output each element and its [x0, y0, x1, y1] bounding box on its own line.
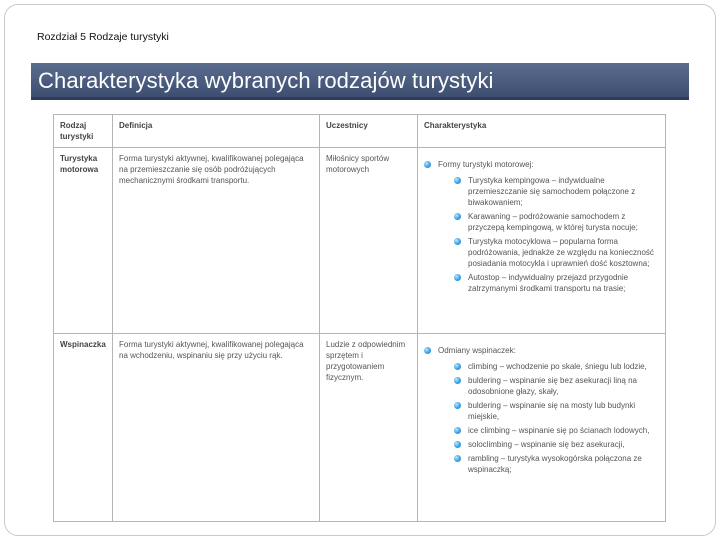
title-bar	[31, 63, 689, 100]
list-item-text: ice climbing – wspinanie się po ścianach lodowych,	[468, 426, 650, 436]
cell-participants: Miłośnicy sportów motorowych	[320, 148, 418, 334]
characteristic-list	[424, 159, 659, 294]
table-row	[54, 334, 666, 522]
bullet-icon	[454, 213, 461, 220]
cell-type: Turystyka motorowa	[54, 148, 113, 334]
list-item	[454, 375, 659, 397]
bullet-icon	[454, 274, 461, 281]
list-item-text: soloclimbing – wspinanie się bez asekuracji,	[468, 440, 625, 450]
cell-definition: Forma turystyki aktywnej, kwalifikowanej polegająca na przemieszczanie się osób podróżujących mechanicznymi środkami transportu.	[113, 148, 320, 334]
list-item	[454, 211, 659, 233]
list-item	[454, 425, 659, 436]
table-row	[54, 148, 666, 334]
bullet-icon	[454, 441, 461, 448]
list-item-text: Turystyka kempingowa – indywidualne przemieszczanie się samochodem połączone z biwakowaniem;	[468, 176, 636, 208]
list-item	[424, 159, 659, 294]
cell-type: Wspinaczka	[54, 334, 113, 522]
cell-definition: Forma turystyki aktywnej, kwalifikowanej polegająca na wchodzeniu, wspinaniu się przy użyciu rąk.	[113, 334, 320, 522]
list-item-text: buldering – wspinanie się na mosty lub budynki miejskie,	[468, 401, 636, 422]
column-header-type: Rodzaj turystyki	[54, 115, 113, 148]
cell-participants: Ludzie z odpowiednim sprzętem i przygotowaniem fizycznym.	[320, 334, 418, 522]
slide-title: Charakterystyka wybranych rodzajów turystyki	[38, 68, 494, 93]
tourism-table-container	[53, 114, 665, 520]
bullet-icon	[424, 161, 431, 168]
section-label: Rozdział 5 Rodzaje turystyki	[37, 31, 169, 43]
tourism-table	[53, 114, 666, 522]
list-item-text: climbing – wchodzenie po skale, śniegu lub lodzie,	[468, 362, 647, 372]
bullet-icon	[454, 377, 461, 384]
list-item-text: Karawaning – podróżowanie samochodem z przyczepą kempingową, w której turysta nocuje;	[468, 212, 638, 233]
list-item-text: rambling – turystyka wysokogórska połączona ze wspinaczką;	[468, 454, 642, 475]
column-header-definition: Definicja	[113, 115, 320, 148]
list-item	[454, 175, 659, 208]
list-item-text: Turystyka motocyklowa – popularna forma podróżowania, jednakże ze względu na konieczność posiadania motocykla i uprawnień dość kosztowna;	[468, 237, 654, 269]
cell-characteristic	[418, 334, 666, 522]
column-header-characteristic: Charakterystyka	[418, 115, 666, 148]
list-item	[454, 439, 659, 450]
cell-characteristic	[418, 148, 666, 334]
bullet-icon	[454, 177, 461, 184]
table-header-row	[54, 115, 666, 148]
sub-list	[438, 175, 659, 294]
list-item-text: buldering – wspinanie się bez asekuracji liną na odosobnione głazy, skały,	[468, 376, 637, 397]
column-header-participants: Uczestnicy	[320, 115, 418, 148]
bullet-icon	[454, 402, 461, 409]
bullet-icon	[454, 455, 461, 462]
bullet-icon	[454, 427, 461, 434]
list-item	[454, 453, 659, 475]
list-item	[454, 236, 659, 269]
bullet-icon	[454, 363, 461, 370]
list-item-text: Autostop – indywidualny przejazd przygodnie zatrzymanymi środkami transportu na trasie;	[468, 273, 629, 294]
list-item	[454, 400, 659, 422]
bullet-icon	[424, 347, 431, 354]
list-item	[454, 361, 659, 372]
list-item	[424, 345, 659, 475]
characteristic-list	[424, 345, 659, 475]
list-heading: Formy turystyki motorowej:	[438, 160, 534, 170]
list-heading: Odmiany wspinaczek:	[438, 346, 516, 356]
sub-list	[438, 361, 659, 475]
list-item	[454, 272, 659, 294]
bullet-icon	[454, 238, 461, 245]
